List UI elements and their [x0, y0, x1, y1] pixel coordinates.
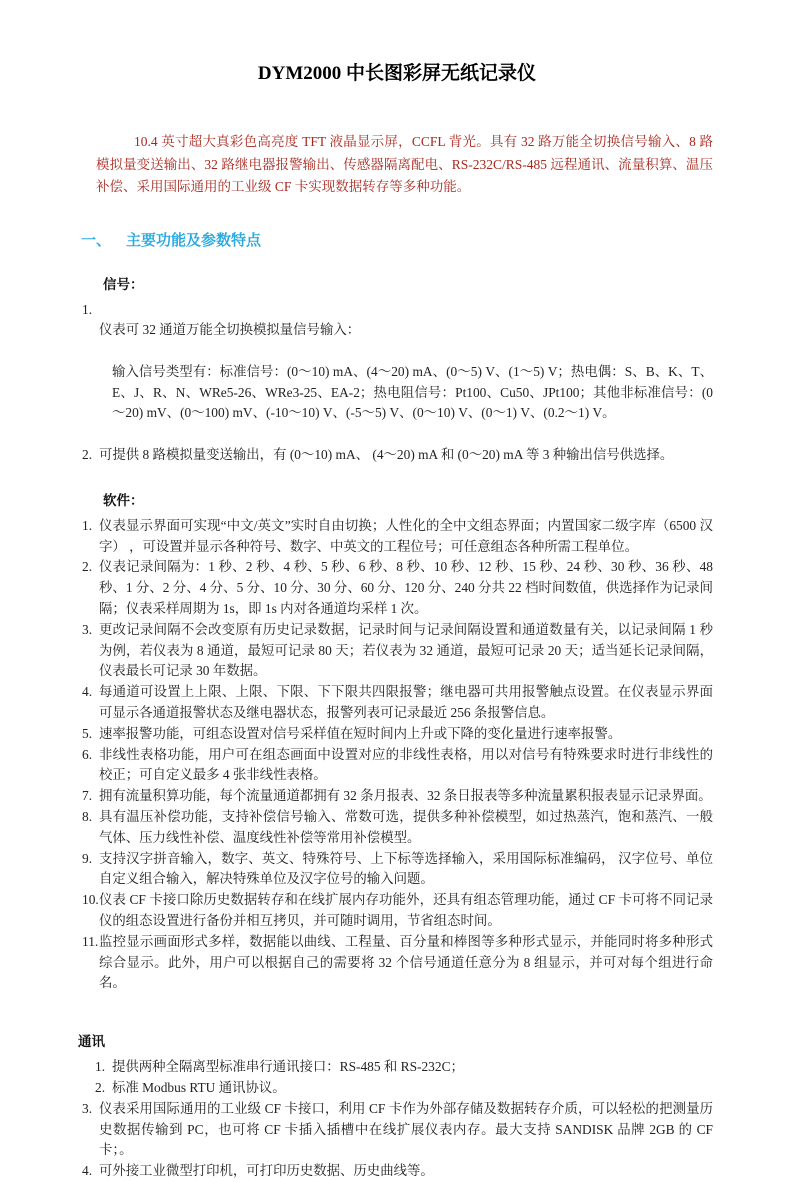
list-item-number: 8. [82, 809, 93, 825]
list-item [82, 932, 713, 994]
list-item-text: 提供两种全隔离型标准串行通讯接口：RS-485 和 RS-232C； [112, 1059, 464, 1075]
list-item-text: 非线性表格功能，用户可在组态画面中设置对应的非线性表格，用以对信号有特殊要求时进行非线性的校正；可自定义最多 4 张非线性表格。 [99, 746, 713, 783]
list-item-text: 更改记录间隔不会改变原有历史记录数据，记录时间与记录间隔设置和通道数量有关，以记录间隔 1 秒为例，若仪表为 8 通道，最短可记录 80 天；若仪表为 32 通道，最短可记录 20 天；适当延长记录间隔，仪表最长可记录 30 年数据。 [99, 621, 713, 679]
list-item-number: 3. [82, 1100, 93, 1116]
list-item [95, 1057, 713, 1078]
list-item-number: 2. [82, 447, 93, 463]
list-item [82, 745, 713, 787]
subheading-comm: 通讯 [78, 1034, 105, 1050]
list-item-number: 6. [82, 746, 93, 762]
list-item [82, 300, 713, 446]
list-item-number: 10. [82, 892, 99, 908]
list-item-number: 4. [82, 1163, 93, 1179]
list-item [82, 557, 713, 619]
list-item-lead: 仪表可 32 通道万能全切换模拟量信号输入： [99, 322, 361, 338]
subheading-signal: 信号： [103, 276, 144, 292]
comm-list [82, 1057, 713, 1182]
list-item-text: 仪表显示界面可实现“中文/英文”实时自由切换；人性化的全中文组态界面；内置国家二级字库（6500 汉字） ，可设置并显示各种符号、数字、中英文的工程位号；可任意组态各种所需工程单位。 [99, 517, 713, 554]
list-item-text: 标准 Modbus RTU 通讯协议。 [112, 1080, 286, 1095]
list-item-number: 4. [82, 684, 93, 700]
list-item [82, 1161, 713, 1182]
list-item-number: 5. [82, 725, 93, 741]
list-item [82, 807, 713, 849]
list-item-text: 拥有流量积算功能，每个流量通道都拥有 32 条月报表、32 条日报表等多种流量累积报表显示记录界面。 [99, 788, 712, 804]
section-title: 主要功能及参数特点 [126, 231, 262, 249]
list-item-number: 11. [82, 933, 99, 949]
list-item [82, 682, 713, 724]
list-item-text: 仪表采用国际通用的工业级 CF 卡接口，利用 CF 卡作为外部存储及数据转存介质，可以轻松的把测量历史数据传输到 PC，也可将 CF 卡插入插槽中在线扩展仪表内存。最大支持 SANDISK 品牌 2GB 的 CF 卡；。 [99, 1100, 713, 1158]
list-item [82, 786, 713, 807]
list-item-number: 9. [82, 850, 93, 866]
list-item-number: 2. [82, 559, 93, 575]
list-item-text [99, 300, 713, 446]
list-item-number: 1. [95, 1059, 106, 1075]
list-item-text: 具有温压补偿功能，支持补偿信号输入、常数可选，提供多种补偿模型，如过热蒸汽，饱和蒸汽、一般气体、压力线性补偿、温度线性补偿等常用补偿模型。 [99, 809, 713, 845]
list-item [95, 1078, 713, 1099]
list-item [82, 445, 713, 466]
subheading-software: 软件： [103, 492, 144, 508]
list-item [82, 516, 713, 558]
list-item-text: 支持汉字拼音输入，数字、英文、特殊符号、上下标等选择输入，采用国际标准编码， 汉字位号、单位自定义组合输入，解决特殊单位及汉字位号的输入问题。 [99, 850, 713, 887]
list-item-number: 1. [82, 301, 93, 317]
list-item-number: 7. [82, 788, 93, 804]
list-item-detail: 输入信号类型有：标准信号：(0～10) mA、(4～20) mA、(0～5) V、(1～5) V；热电偶：S、B、K、T、E、J、R、N、WRe5-26、WRe3-25、EA-2；热电阻信号：Pt100、Cu50、JPt100；其他非标准信号：(0～20) mV、(0～100) mV、(-10～10) V、(-5～5) V、(0～10) V、(0～1) V、(0.2～1) V。 [112, 363, 713, 421]
section-number: 一、 [81, 231, 112, 249]
list-item [82, 1099, 713, 1161]
list-item [82, 620, 713, 682]
signal-list [82, 300, 713, 466]
list-item-text: 可外接工业微型打印机，可打印历史数据、历史曲线等。 [99, 1163, 434, 1179]
list-item-text: 仪表记录间隔为：1 秒、2 秒、4 秒、5 秒、6 秒、8 秒、10 秒、12 秒、15 秒、24 秒、30 秒、36 秒、48 秒、1 分、2 分、4 分、5 分、10 分、30 分、60 分、120 分、240 分共 22 档时间数值，供选择作为记录间隔；仪表采样周期为 1s，即 1s 内对各通道均采样 1 次。 [99, 559, 713, 617]
list-item-number: 1. [82, 517, 93, 533]
list-item-number: 2. [95, 1080, 106, 1095]
list-item-text: 仪表 CF 卡接口除历史数据转存和在线扩展内存功能外，还具有组态管理功能，通过 CF 卡可将不同记录仪的组态设置进行备份并相互拷贝，并可随时调用，节省组态时间。 [99, 892, 713, 929]
list-item-text: 每通道可设置上上限、上限、下限、下下限共四限报警；继电器可共用报警触点设置。在仪表显示界面可显示各通道报警状态及继电器状态，报警列表可记录最近 256 条报警信息。 [99, 684, 713, 721]
list-item-text: 可提供 8 路模拟量变送输出，有 (0～10) mA、 (4～20) mA 和 (0～20) mA 等 3 种输出信号供选择。 [99, 447, 674, 463]
list-item-text: 速率报警功能，可组态设置对信号采样值在短时间内上升或下降的变化量进行速率报警。 [99, 725, 622, 741]
list-item-number: 3. [82, 621, 93, 637]
software-list [82, 516, 713, 994]
section-heading-main-features [81, 229, 794, 250]
page-title: DYM2000 中长图彩屏无纸记录仪 [257, 63, 537, 84]
list-item [82, 724, 713, 745]
intro-paragraph: 10.4 英寸超大真彩色高亮度 TFT 液晶显示屏，CCFL 背光。具有 32 路万能全切换信号输入、8 路模拟量变送输出、32 路继电器报警输出、传感器隔离配电、RS-232C/RS-485 远程通讯、流量积算、温压补偿、采用国际通用的工业级 CF 卡实现数据转存等多种功能。 [96, 134, 713, 194]
list-item [82, 849, 713, 891]
list-item-text: 监控显示画面形式多样，数据能以曲线、工程量、百分量和棒图等多种形式显示，并能同时将多种形式综合显示。此外，用户可以根据自己的需要将 32 个信号通道任意分为 8 组显示，并可对每个组进行命名。 [99, 933, 713, 991]
list-item [82, 890, 713, 932]
